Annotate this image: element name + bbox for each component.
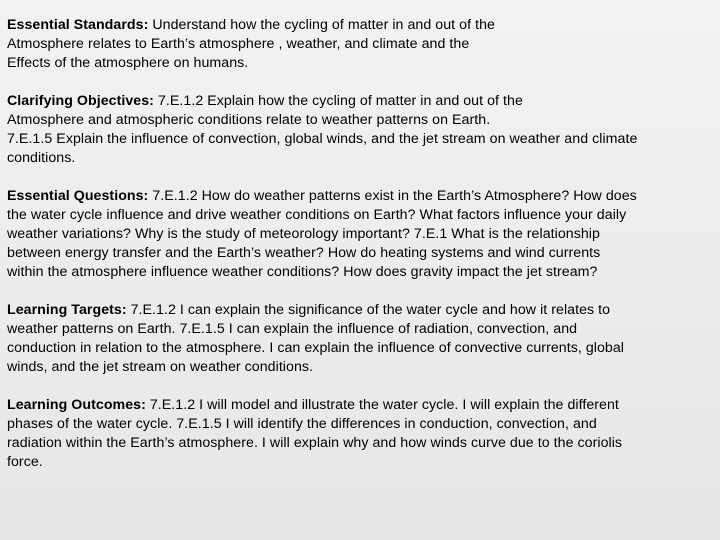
text-line: winds, and the jet stream on weather conditions. xyxy=(7,359,314,375)
text-line xyxy=(7,92,715,111)
text-line xyxy=(7,16,715,35)
text-line: conditions. xyxy=(7,150,76,166)
section-heading: Learning Targets: xyxy=(7,302,127,318)
text-line: Effects of the atmosphere on humans. xyxy=(7,55,249,71)
section-text: 7.E.1.2 I will model and illustrate the water cycle. I will explain the different xyxy=(145,397,619,413)
text-line xyxy=(7,187,715,206)
section-text: Understand how the cycling of matter in and out of the xyxy=(148,17,495,33)
section-heading: Essential Standards: xyxy=(7,17,149,33)
section-text: 7.E.1.2 Explain how the cycling of matter in and out of the xyxy=(153,93,523,109)
text-line: weather variations? Why is the study of meteorology important? 7.E.1 What is the relationship xyxy=(7,226,600,242)
text-line: Atmosphere relates to Earth’s atmosphere , weather, and climate and the xyxy=(7,36,470,52)
text-line xyxy=(7,301,715,320)
text-line: Atmosphere and atmospheric conditions relate to weather patterns on Earth. xyxy=(7,112,491,128)
slide-content xyxy=(7,16,715,491)
text-line: phases of the water cycle. 7.E.1.5 I will identify the differences in conduction, convection, and xyxy=(7,416,597,432)
section-clarifying-objectives xyxy=(7,92,715,168)
section-learning-targets xyxy=(7,301,715,377)
section-essential-questions xyxy=(7,187,715,282)
text-line: between energy transfer and the Earth’s weather? How do heating systems and wind currents xyxy=(7,245,601,261)
section-heading: Learning Outcomes: xyxy=(7,397,146,413)
text-line: the water cycle influence and drive weather conditions on Earth? What factors influence your daily xyxy=(7,207,627,223)
section-learning-outcomes xyxy=(7,396,715,472)
text-line: conduction in relation to the atmosphere. I can explain the influence of convective currents, global xyxy=(7,340,625,356)
text-line: force. xyxy=(7,454,43,470)
text-line: 7.E.1.5 Explain the influence of convection, global winds, and the jet stream on weather and climate xyxy=(7,131,638,147)
text-line: within the atmosphere influence weather conditions? How does gravity impact the jet stream? xyxy=(7,264,598,280)
text-line: weather patterns on Earth. 7.E.1.5 I can explain the influence of radiation, convection, and xyxy=(7,321,578,337)
section-essential-standards xyxy=(7,16,715,73)
section-text: 7.E.1.2 I can explain the significance of the water cycle and how it relates to xyxy=(126,302,611,318)
section-text: 7.E.1.2 How do weather patterns exist in the Earth’s Atmosphere? How does xyxy=(148,188,637,204)
text-line: radiation within the Earth’s atmosphere. I will explain why and how winds curve due to the coriolis xyxy=(7,435,623,451)
section-heading: Essential Questions: xyxy=(7,188,149,204)
section-heading: Clarifying Objectives: xyxy=(7,93,154,109)
text-line xyxy=(7,396,715,415)
